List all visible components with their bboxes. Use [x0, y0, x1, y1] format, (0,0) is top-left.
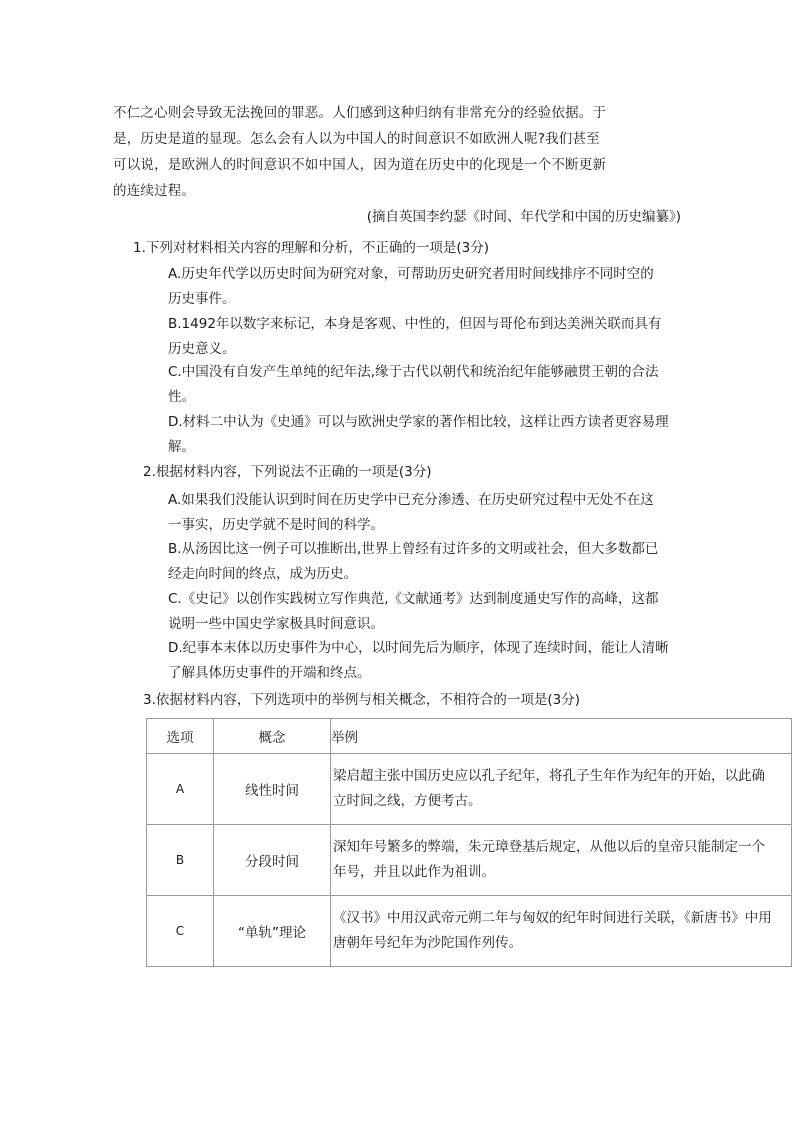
table-header-example: 举例	[331, 719, 792, 754]
passage-line: 的连续过程。	[113, 183, 196, 199]
table-header-option: 选项	[147, 719, 214, 754]
row-concept: 分段时间	[214, 825, 331, 896]
row-option: B	[147, 825, 214, 896]
question-3-title: 3.依据材料内容，下列选项中的举例与相关概念，不相符合的一项是(3分)	[143, 692, 581, 708]
table-header-row	[147, 719, 792, 754]
row-example: 深知年号繁多的弊端，朱元璋登基后规定，从他以后的皇帝只能制定一个 年号，并且以此作为祖训。	[331, 825, 792, 896]
row-option: C	[147, 896, 214, 967]
table-header-concept: 概念	[214, 719, 331, 754]
row-concept: “单轨”理论	[214, 896, 331, 967]
question-1-option-a: A.历史年代学以历史时间为研究对象，可帮助历史研究者用时间线排序不同时空的 历史事件。	[168, 266, 654, 307]
question-2-option-b: B.从汤因比这一例子可以推断出,世界上曾经有过许多的文明或社会，但大多数都已 经走向时间的终点，成为历史。	[168, 541, 659, 582]
question-2-title: 2.根据材料内容，下列说法不正确的一项是(3分)	[143, 464, 432, 480]
passage-paragraph	[113, 100, 633, 204]
row-option: A	[147, 754, 214, 825]
passage-line: 是，历史是道的显现。怎么会有人以为中国人的时间意识不如欧洲人呢?我们甚至	[113, 131, 600, 147]
question-2-option-d: D.纪事本末体以历史事件为中心，以时间先后为顺序，体现了连续时间，能让人清晰 了解具体历史事件的开端和终点。	[168, 640, 669, 681]
row-example: 《汉书》中用汉武帝元朔二年与匈奴的纪年时间进行关联，《新唐书》中用 唐朝年号纪年为沙陀国作列传。	[331, 896, 792, 967]
table-row	[147, 896, 792, 967]
question-1-option-d: D.材料二中认为《史通》可以与欧洲史学家的著作相比较，这样让西方读者更容易理 解。	[168, 414, 669, 455]
table-row	[147, 825, 792, 896]
question-3-table	[146, 718, 792, 967]
row-concept: 线性时间	[214, 754, 331, 825]
question-1-title: 1.下列对材料相关内容的理解和分析，不正确的一项是(3分)	[133, 240, 490, 256]
passage-source: (摘自英国李约瑟《时间、年代学和中国的历史编纂》)	[366, 209, 681, 225]
passage-line: 不仁之心则会导致无法挽回的罪恶。人们感到这种归纳有非常充分的经验依据。于	[113, 105, 607, 121]
table-row	[147, 754, 792, 825]
passage-line: 可以说，是欧洲人的时间意识不如中国人，因为道在历史中的化现是一个不断更新	[113, 157, 607, 173]
question-1-option-b: B.1492年以数字来标记，本身是客观、中性的，但因与哥伦布到达美洲关联而具有 历史意义。	[168, 316, 662, 357]
question-1-option-c: C.中国没有自发产生单纯的纪年法,缘于古代以朝代和统治纪年能够融贯王朝的合法 性。	[168, 364, 659, 405]
question-2-option-a: A.如果我们没能认识到时间在历史学中已充分渗透、在历史研究过程中无处不在这 一事实，历史学就不是时间的科学。	[168, 492, 654, 533]
row-example: 梁启超主张中国历史应以孔子纪年，将孔子生年作为纪年的开始，以此确 立时间之线，方便考古。	[331, 754, 792, 825]
question-2-option-c: C.《史记》以创作实践树立写作典范,《文献通考》达到制度通史写作的高峰，这都 说明一些中国史学家极具时间意识。	[168, 591, 659, 632]
